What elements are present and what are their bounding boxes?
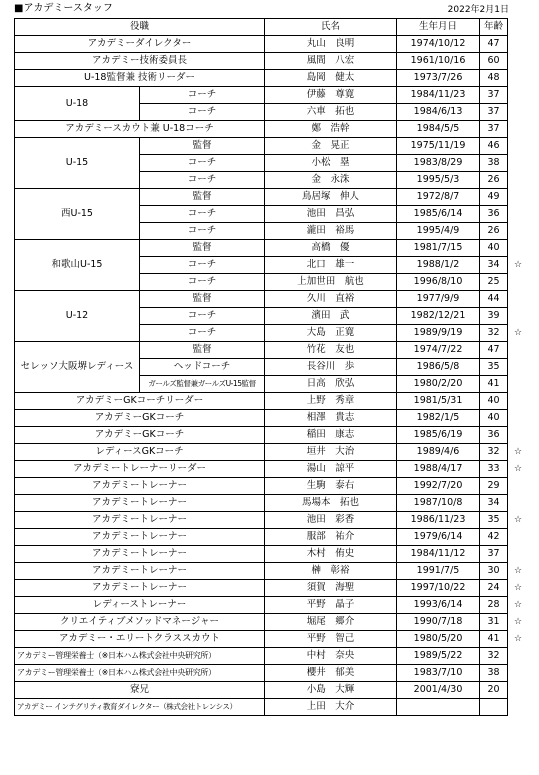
age-cell: 47 (480, 36, 508, 53)
name-cell: 平野 智己 (265, 631, 397, 648)
table-row (15, 461, 508, 478)
dob-cell: 1989/4/6 (397, 444, 480, 461)
name-cell: 瀧田 裕馬 (265, 223, 397, 240)
name-cell: 池田 彩香 (265, 512, 397, 529)
role-cell: コーチ (140, 206, 265, 223)
table-row (15, 682, 508, 699)
dob-cell: 1980/2/20 (397, 376, 480, 393)
name-cell: 上野 秀章 (265, 393, 397, 410)
age-cell: 29 (480, 478, 508, 495)
dob-cell: 1972/8/7 (397, 189, 480, 206)
table-row (15, 580, 508, 597)
dob-cell: 1961/10/16 (397, 53, 480, 70)
age-cell: 40 (480, 240, 508, 257)
table-row (15, 478, 508, 495)
name-cell: 金 永洙 (265, 172, 397, 189)
age-cell: 40 (480, 410, 508, 427)
star-mark: ☆ (513, 616, 523, 627)
role-cell: コーチ (140, 274, 265, 291)
age-cell: 30 (480, 563, 508, 580)
age-cell: 34 (480, 257, 508, 274)
role-cell: 監督 (140, 342, 265, 359)
role-cell: コーチ (140, 155, 265, 172)
dob-cell: 1974/7/22 (397, 342, 480, 359)
role-cell: アカデミートレーナー (15, 546, 265, 563)
name-cell: 服部 祐介 (265, 529, 397, 546)
role-cell: アカデミー技術委員長 (15, 53, 265, 70)
name-cell: 島岡 健太 (265, 70, 397, 87)
role-cell: アカデミーGKコーチ (15, 427, 265, 444)
name-cell: 池田 昌弘 (265, 206, 397, 223)
role-cell: ヘッドコーチ (140, 359, 265, 376)
dob-cell: 1979/6/14 (397, 529, 480, 546)
star-mark: ☆ (513, 582, 523, 593)
age-cell: 32 (480, 648, 508, 665)
name-cell: 濱田 武 (265, 308, 397, 325)
name-cell: 日高 欣弘 (265, 376, 397, 393)
age-cell: 39 (480, 308, 508, 325)
star-mark: ☆ (513, 599, 523, 610)
dob-cell: 1990/7/18 (397, 614, 480, 631)
name-cell: 小島 大輝 (265, 682, 397, 699)
name-cell: 鄭 浩幹 (265, 121, 397, 138)
dob-cell: 1984/11/12 (397, 546, 480, 563)
role-cell: コーチ (140, 104, 265, 121)
dob-cell: 1974/10/12 (397, 36, 480, 53)
role-cell: コーチ (140, 257, 265, 274)
header-dob: 生年月日 (397, 19, 480, 36)
dob-cell: 2001/4/30 (397, 682, 480, 699)
age-cell: 42 (480, 529, 508, 546)
star-mark: ☆ (513, 565, 523, 576)
role-cell: アカデミー インテグリティ教育ダイレクター（株式会社トレンシス） (15, 699, 265, 716)
age-cell: 35 (480, 512, 508, 529)
role-cell: コーチ (140, 87, 265, 104)
table-row (15, 240, 508, 257)
staff-table (14, 18, 508, 716)
table-row (15, 138, 508, 155)
age-cell: 26 (480, 223, 508, 240)
name-cell: 榊 彰裕 (265, 563, 397, 580)
name-cell: 金 晃正 (265, 138, 397, 155)
table-row (15, 495, 508, 512)
dob-cell: 1992/7/20 (397, 478, 480, 495)
role-cell: アカデミートレーナーリーダー (15, 461, 265, 478)
age-cell: 60 (480, 53, 508, 70)
role-cell: アカデミートレーナー (15, 512, 265, 529)
dob-cell: 1980/5/20 (397, 631, 480, 648)
dob-cell: 1982/12/21 (397, 308, 480, 325)
dob-cell: 1983/8/29 (397, 155, 480, 172)
age-cell: 48 (480, 70, 508, 87)
dob-cell: 1988/1/2 (397, 257, 480, 274)
role-cell: レディースGKコーチ (15, 444, 265, 461)
dob-cell: 1986/5/8 (397, 359, 480, 376)
name-cell: 鳥居塚 伸人 (265, 189, 397, 206)
dob-cell: 1981/7/15 (397, 240, 480, 257)
dob-cell: 1985/6/19 (397, 427, 480, 444)
table-row (15, 36, 508, 53)
age-cell: 31 (480, 614, 508, 631)
age-cell: 49 (480, 189, 508, 206)
dob-cell: 1988/4/17 (397, 461, 480, 478)
role-cell: アカデミーGKコーチ (15, 410, 265, 427)
role-cell: 監督 (140, 291, 265, 308)
name-cell: 垣井 大治 (265, 444, 397, 461)
name-cell: 竹花 友也 (265, 342, 397, 359)
header-age: 年齢 (480, 19, 508, 36)
dob-cell: 1981/5/31 (397, 393, 480, 410)
role-cell: アカデミートレーナー (15, 478, 265, 495)
name-cell: 馬場本 拓也 (265, 495, 397, 512)
table-row (15, 444, 508, 461)
dob-cell: 1977/9/9 (397, 291, 480, 308)
team-cell-u15: U-15 (15, 138, 140, 189)
dob-cell: 1975/11/19 (397, 138, 480, 155)
table-row (15, 614, 508, 631)
role-cell: ガールズ監督兼ガールズU-15監督 (140, 376, 265, 393)
name-cell: 大島 正寛 (265, 325, 397, 342)
name-cell: 生駒 泰右 (265, 478, 397, 495)
age-cell: 47 (480, 342, 508, 359)
age-cell: 37 (480, 104, 508, 121)
role-cell: コーチ (140, 223, 265, 240)
team-cell-u18: U-18 (15, 87, 140, 121)
role-cell: コーチ (140, 308, 265, 325)
dob-cell: 1996/8/10 (397, 274, 480, 291)
role-cell: アカデミーGKコーチリーダー (15, 393, 265, 410)
dob-cell: 1984/6/13 (397, 104, 480, 121)
name-cell: 長谷川 歩 (265, 359, 397, 376)
name-cell: 小松 塁 (265, 155, 397, 172)
age-cell: 24 (480, 580, 508, 597)
role-cell: 監督 (140, 240, 265, 257)
dob-cell: 1995/5/3 (397, 172, 480, 189)
table-row (15, 648, 508, 665)
team-cell-wakayama-u15: 和歌山U-15 (15, 240, 140, 291)
name-cell: 上田 大介 (265, 699, 397, 716)
table-row (15, 512, 508, 529)
name-cell: 湯山 諒平 (265, 461, 397, 478)
dob-cell: 1989/9/19 (397, 325, 480, 342)
table-row (15, 631, 508, 648)
table-row (15, 410, 508, 427)
age-cell: 36 (480, 427, 508, 444)
name-cell: 相澤 貴志 (265, 410, 397, 427)
age-cell: 26 (480, 172, 508, 189)
name-cell: 高橋 優 (265, 240, 397, 257)
age-cell: 36 (480, 206, 508, 223)
star-mark: ☆ (513, 446, 523, 457)
age-cell: 44 (480, 291, 508, 308)
dob-cell: 1993/6/14 (397, 597, 480, 614)
table-header-row (15, 19, 508, 36)
role-cell: 寮兄 (15, 682, 265, 699)
role-cell: アカデミートレーナー (15, 580, 265, 597)
role-cell: アカデミー・エリートクラススカウト (15, 631, 265, 648)
role-cell: アカデミー管理栄養士（※日本ハム株式会社中央研究所） (15, 648, 265, 665)
age-cell: 37 (480, 546, 508, 563)
name-cell: 木村 侑史 (265, 546, 397, 563)
table-row (15, 342, 508, 359)
table-row (15, 70, 508, 87)
role-cell: U-18監督兼 技術リーダー (15, 70, 265, 87)
role-cell: コーチ (140, 172, 265, 189)
role-cell: アカデミースカウト兼 U-18コーチ (15, 121, 265, 138)
table-row (15, 529, 508, 546)
role-cell: コーチ (140, 325, 265, 342)
table-row (15, 665, 508, 682)
role-cell: アカデミートレーナー (15, 563, 265, 580)
table-row (15, 291, 508, 308)
table-row (15, 546, 508, 563)
star-mark: ☆ (513, 327, 523, 338)
age-cell: 33 (480, 461, 508, 478)
role-cell: 監督 (140, 138, 265, 155)
team-cell-u12: U-12 (15, 291, 140, 342)
name-cell: 六車 拓也 (265, 104, 397, 121)
table-row (15, 53, 508, 70)
name-cell: 須賀 海聖 (265, 580, 397, 597)
dob-cell: 1984/5/5 (397, 121, 480, 138)
star-mark: ☆ (513, 463, 523, 474)
team-cell-nishi-u15: 西U-15 (15, 189, 140, 240)
age-cell (480, 699, 508, 716)
star-mark: ☆ (513, 633, 523, 644)
table-row (15, 699, 508, 716)
header-role: 役職 (15, 19, 265, 36)
role-cell: 監督 (140, 189, 265, 206)
dob-cell: 1986/11/23 (397, 512, 480, 529)
name-cell: 中村 奈央 (265, 648, 397, 665)
name-cell: 平野 晶子 (265, 597, 397, 614)
name-cell: 上加世田 航也 (265, 274, 397, 291)
dob-cell: 1991/7/5 (397, 563, 480, 580)
name-cell: 伊藤 尊寛 (265, 87, 397, 104)
name-cell: 丸山 良明 (265, 36, 397, 53)
age-cell: 37 (480, 87, 508, 104)
role-cell: アカデミートレーナー (15, 529, 265, 546)
age-cell: 46 (480, 138, 508, 155)
dob-cell (397, 699, 480, 716)
dob-cell: 1997/10/22 (397, 580, 480, 597)
dob-cell: 1987/10/8 (397, 495, 480, 512)
dob-cell: 1982/1/5 (397, 410, 480, 427)
star-mark: ☆ (513, 514, 523, 525)
age-cell: 25 (480, 274, 508, 291)
age-cell: 32 (480, 444, 508, 461)
age-cell: 32 (480, 325, 508, 342)
document-date: 2022年2月1日 (447, 5, 509, 15)
dob-cell: 1995/4/9 (397, 223, 480, 240)
star-mark: ☆ (513, 259, 523, 270)
age-cell: 38 (480, 665, 508, 682)
name-cell: 北口 雄一 (265, 257, 397, 274)
document-title: ■アカデミースタッフ (14, 3, 113, 14)
age-cell: 34 (480, 495, 508, 512)
role-cell: アカデミー管理栄養士（※日本ハム株式会社中央研究所） (15, 665, 265, 682)
dob-cell: 1973/7/26 (397, 70, 480, 87)
age-cell: 28 (480, 597, 508, 614)
header-name: 氏名 (265, 19, 397, 36)
age-cell: 38 (480, 155, 508, 172)
dob-cell: 1984/11/23 (397, 87, 480, 104)
age-cell: 37 (480, 121, 508, 138)
dob-cell: 1985/6/14 (397, 206, 480, 223)
age-cell: 41 (480, 376, 508, 393)
age-cell: 40 (480, 393, 508, 410)
table-row (15, 597, 508, 614)
role-cell: アカデミートレーナー (15, 495, 265, 512)
role-cell: クリエイティブメソッドマネージャー (15, 614, 265, 631)
role-cell: アカデミーダイレクター (15, 36, 265, 53)
age-cell: 20 (480, 682, 508, 699)
table-row (15, 563, 508, 580)
table-row (15, 87, 508, 104)
name-cell: 久川 直裕 (265, 291, 397, 308)
age-cell: 35 (480, 359, 508, 376)
table-row (15, 189, 508, 206)
dob-cell: 1989/5/22 (397, 648, 480, 665)
age-cell: 41 (480, 631, 508, 648)
team-cell-ladies: セレッソ大阪堺レディース (15, 342, 140, 393)
table-row (15, 393, 508, 410)
name-cell: 櫻井 郁美 (265, 665, 397, 682)
role-cell: レディーストレーナー (15, 597, 265, 614)
name-cell: 風間 八宏 (265, 53, 397, 70)
table-row (15, 427, 508, 444)
name-cell: 堀尾 郷介 (265, 614, 397, 631)
table-row (15, 121, 508, 138)
name-cell: 稲田 康志 (265, 427, 397, 444)
dob-cell: 1983/7/10 (397, 665, 480, 682)
